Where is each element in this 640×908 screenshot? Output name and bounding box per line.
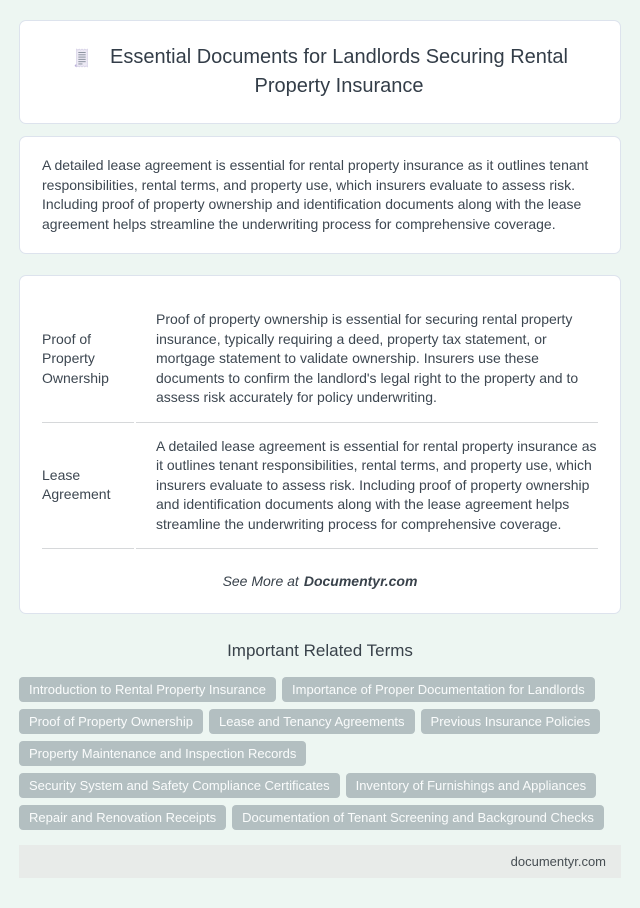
document-term: Lease Agreement (42, 423, 134, 550)
page-title: Essential Documents for Landlords Securing Rental Property Insurance (109, 46, 569, 97)
intro-card (19, 136, 621, 254)
table-row (42, 296, 598, 423)
related-term-tag[interactable]: Lease and Tenancy Agreements (209, 709, 415, 734)
related-term-tag[interactable]: Security System and Safety Compliance Certificates (19, 773, 340, 798)
related-term-tag[interactable]: Documentation of Tenant Screening and Background Checks (232, 805, 604, 830)
related-terms-title: Important Related Terms (227, 641, 413, 660)
documents-table (40, 296, 600, 549)
related-term-tag[interactable]: Inventory of Furnishings and Appliances (346, 773, 597, 798)
see-more-line (40, 573, 600, 589)
related-term-tag[interactable]: Importance of Proper Documentation for Landlords (282, 677, 595, 702)
see-more-prefix: See More at (222, 573, 299, 589)
intro-paragraph: A detailed lease agreement is essential for rental property insurance as it outlines tenant responsibilities, rental terms, and property use, which insurers evaluate to assess risk. Including proof of property ownership and identification documents along with the lease agreement helps streamline the underwriting process for comprehensive coverage. (42, 157, 589, 232)
documents-card (19, 275, 621, 614)
document-description: Proof of property ownership is essential for securing rental property insurance, typically requiring a deed, property tax statement, or mortgage statement to validate ownership. Insurers use these documents to confirm the landlord's legal right to the property and to assess risk accurately for policy underwriting. (136, 296, 598, 423)
table-row (42, 423, 598, 550)
see-more-site-link[interactable]: Documentyr.com (303, 573, 418, 589)
footer-bar (19, 845, 621, 878)
related-term-tag[interactable]: Property Maintenance and Inspection Records (19, 741, 306, 766)
related-term-tag[interactable]: Repair and Renovation Receipts (19, 805, 226, 830)
related-term-tag[interactable]: Introduction to Rental Property Insurance (19, 677, 276, 702)
document-description: A detailed lease agreement is essential for rental property insurance as it outlines tenant responsibilities, rental terms, and property use, which insurers evaluate to assess risk. Including proof of property ownership and identification documents along with the lease agreement helps streamline the underwriting process for comprehensive coverage. (136, 423, 598, 550)
document-term: Proof of Property Ownership (42, 296, 134, 423)
receipt-icon (71, 47, 93, 69)
title-card (19, 20, 621, 124)
related-tags (19, 677, 621, 830)
documents-table-body (42, 296, 598, 549)
related-term-tag[interactable]: Previous Insurance Policies (421, 709, 601, 734)
footer-site-link[interactable]: documentyr.com (510, 854, 606, 869)
related-term-tag[interactable]: Proof of Property Ownership (19, 709, 203, 734)
